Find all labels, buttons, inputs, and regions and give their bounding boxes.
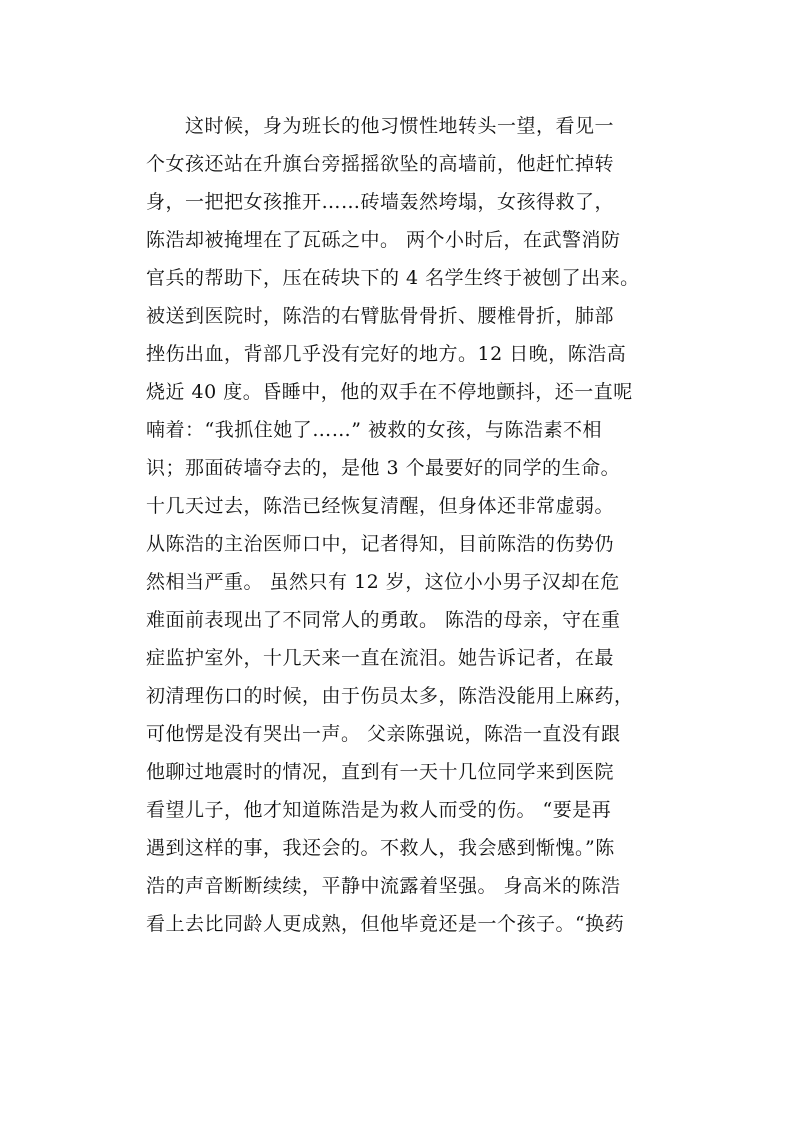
text-line: 十几天过去，陈浩已经恢复清醒，但身体还非常虚弱。 [146,495,615,517]
text-line: 喃着：“我抓住她了……” 被救的女孩，与陈浩素不相 [146,419,602,441]
text-line: 看望儿子，他才知道陈浩是为救人而受的伤。 “要是再 [146,799,612,821]
text-line: 看上去比同龄人更成熟，但他毕竟还是一个孩子。“换药 [146,913,625,935]
article-body [146,110,666,946]
text-line: 从陈浩的主治医师口中，记者得知，目前陈浩的伤势仍 [146,533,615,555]
text-line: 初清理伤口的时候，由于伤员太多，陈浩没能用上麻药， [146,685,634,707]
text-line: 挫伤出血，背部几乎没有完好的地方。12 日晚，陈浩高 [146,343,627,365]
text-line: 陈浩却被掩埋在了瓦砾之中。 两个小时后，在武警消防 [146,229,621,251]
text-line: 识；那面砖墙夺去的，是他 3 个最要好的同学的生命。 [146,457,621,479]
text-line: 身，一把把女孩推开……砖墙轰然垮塌，女孩得救了， [146,191,615,213]
text-line: 被送到医院时，陈浩的右臂肱骨骨折、腰椎骨折，肺部 [146,305,615,327]
text-line: 然相当严重。 虽然只有 12 岁，这位小小男子汉却在危 [146,571,620,593]
text-line: 浩的声音断断续续，平静中流露着坚强。 身高米的陈浩 [146,875,621,897]
text-line: 难面前表现出了不同常人的勇敢。 陈浩的母亲，守在重 [146,609,621,631]
text-line: 官兵的帮助下，压在砖块下的 4 名学生终于被刨了出来。 [146,267,640,289]
text-line: 个女孩还站在升旗台旁摇摇欲坠的高墙前，他赶忙掉转 [146,153,615,175]
text-line: 他聊过地震时的情况，直到有一天十几位同学来到医院 [146,761,615,783]
text-line: 这时候，身为班长的他习惯性地转头一望，看见一 [185,115,615,137]
text-line: 遇到这样的事，我还会的。不救人，我会感到惭愧。”陈 [146,837,615,859]
text-line: 烧近 40 度。昏睡中，他的双手在不停地颤抖，还一直呢 [146,381,633,403]
text-line: 症监护室外，十几天来一直在流泪。她告诉记者，在最 [146,647,615,669]
text-line: 可他愣是没有哭出一声。 父亲陈强说，陈浩一直没有跟 [146,723,621,745]
